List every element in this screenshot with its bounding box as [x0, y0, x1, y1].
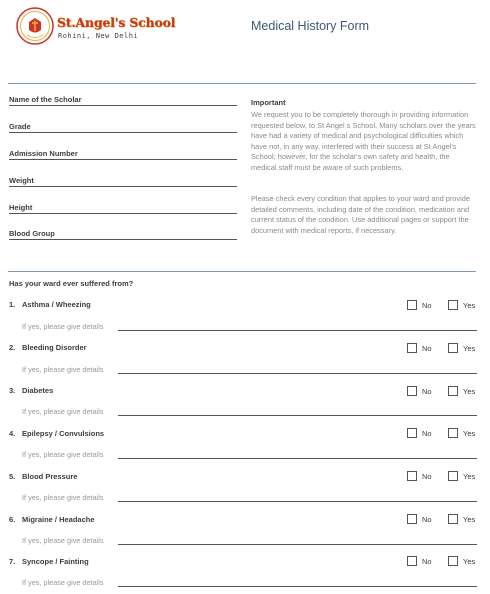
- details-input-line[interactable]: [118, 373, 477, 374]
- yes-checkbox[interactable]: [448, 386, 458, 396]
- weight-field[interactable]: [9, 174, 237, 187]
- condition-number: 2.: [9, 343, 16, 352]
- condition-name: Migraine / Headache: [22, 515, 95, 524]
- yes-label: Yes: [463, 344, 476, 353]
- conditions-heading: Has your ward ever suffered from?: [9, 279, 134, 288]
- no-checkbox[interactable]: [407, 514, 417, 524]
- no-checkbox[interactable]: [407, 343, 417, 353]
- condition-name: Asthma / Wheezing: [22, 300, 91, 309]
- yes-label: Yes: [463, 429, 476, 438]
- no-label: No: [422, 472, 432, 481]
- no-checkbox[interactable]: [407, 471, 417, 481]
- no-checkbox[interactable]: [407, 300, 417, 310]
- yes-checkbox[interactable]: [448, 428, 458, 438]
- details-prompt: If yes, please give details: [22, 322, 104, 331]
- details-prompt: If yes, please give details: [22, 536, 104, 545]
- important-paragraph-2: Please check every condition that applies to your ward and provide detailed comments, including date of the condition, medication and current status of the condition. Use additional pages or support the document with medical reports, if necessary.: [251, 194, 470, 235]
- no-label: No: [422, 344, 432, 353]
- admission-number-field[interactable]: [9, 147, 237, 160]
- yes-label: Yes: [463, 515, 476, 524]
- details-input-line[interactable]: [118, 544, 477, 545]
- condition-number: 6.: [9, 515, 16, 524]
- no-checkbox[interactable]: [407, 556, 417, 566]
- no-label: No: [422, 301, 432, 310]
- field-label: Admission Number: [9, 149, 78, 158]
- condition-number: 3.: [9, 386, 16, 395]
- details-prompt: If yes, please give details: [22, 450, 104, 459]
- important-paragraph-1: We request you to be completely thorough in providing information requested below, to St Angel s School. Many scholars over the years have had a variety of medical and psychological difficulties which have not, in any way, interfered with their success at St Angel's School; however, for the scholar's own safety and health, the medical staff must be aware of such problems.: [251, 110, 476, 172]
- yes-checkbox[interactable]: [448, 471, 458, 481]
- details-input-line[interactable]: [118, 501, 477, 502]
- field-label: Name of the Scholar: [9, 95, 82, 104]
- details-input-line[interactable]: [118, 415, 477, 416]
- school-logo: [15, 6, 176, 50]
- scholar-name-field[interactable]: [9, 93, 237, 106]
- details-prompt: If yes, please give details: [22, 578, 104, 587]
- form-title: Medical History Form: [251, 19, 370, 33]
- school-location: Rohini, New Delhi: [58, 32, 139, 40]
- school-crest-icon: [15, 6, 55, 46]
- condition-number: 1.: [9, 300, 16, 309]
- header-divider: [8, 83, 476, 84]
- field-label: Blood Group: [9, 229, 55, 238]
- details-input-line[interactable]: [118, 458, 477, 459]
- yes-checkbox[interactable]: [448, 514, 458, 524]
- yes-label: Yes: [463, 472, 476, 481]
- condition-name: Bleeding Disorder: [22, 343, 87, 352]
- no-label: No: [422, 557, 432, 566]
- section-divider: [8, 271, 476, 272]
- no-checkbox[interactable]: [407, 386, 417, 396]
- yes-checkbox[interactable]: [448, 300, 458, 310]
- condition-name: Syncope / Fainting: [22, 557, 89, 566]
- yes-checkbox[interactable]: [448, 556, 458, 566]
- field-label: Height: [9, 203, 33, 212]
- yes-checkbox[interactable]: [448, 343, 458, 353]
- details-input-line[interactable]: [118, 586, 477, 587]
- no-label: No: [422, 387, 432, 396]
- condition-number: 7.: [9, 557, 16, 566]
- details-input-line[interactable]: [118, 330, 477, 331]
- details-prompt: If yes, please give details: [22, 493, 104, 502]
- school-name: St.Angel's School: [57, 15, 176, 30]
- no-label: No: [422, 515, 432, 524]
- grade-field[interactable]: [9, 120, 237, 133]
- no-label: No: [422, 429, 432, 438]
- no-checkbox[interactable]: [407, 428, 417, 438]
- condition-name: Diabetes: [22, 386, 54, 395]
- important-heading: Important: [251, 98, 286, 107]
- condition-number: 4.: [9, 429, 16, 438]
- condition-number: 5.: [9, 472, 16, 481]
- yes-label: Yes: [463, 387, 476, 396]
- yes-label: Yes: [463, 557, 476, 566]
- height-field[interactable]: [9, 201, 237, 214]
- details-prompt: If yes, please give details: [22, 407, 104, 416]
- field-label: Weight: [9, 176, 34, 185]
- field-label: Grade: [9, 122, 31, 131]
- yes-label: Yes: [463, 301, 476, 310]
- condition-name: Epilepsy / Convulsions: [22, 429, 105, 438]
- blood-group-field[interactable]: [9, 227, 237, 240]
- condition-name: Blood Pressure: [22, 472, 78, 481]
- details-prompt: If yes, please give details: [22, 365, 104, 374]
